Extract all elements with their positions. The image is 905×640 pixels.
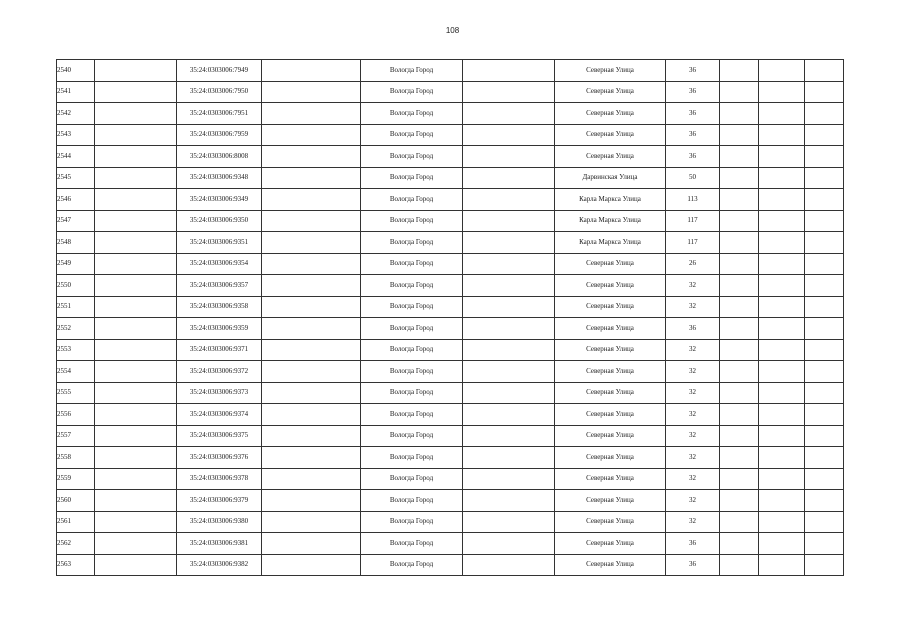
- empty-cell: [759, 404, 805, 426]
- table-row: [57, 167, 844, 189]
- record-number-cell: 2544: [57, 146, 95, 168]
- empty-cell: [262, 232, 361, 254]
- city-cell: Вологда Город: [361, 124, 463, 146]
- empty-cell: [262, 361, 361, 383]
- cadastral-number-cell: 35:24:0303006:9373: [177, 382, 262, 404]
- city-cell: Вологда Город: [361, 253, 463, 275]
- empty-cell: [463, 296, 555, 318]
- street-cell: Северная Улица: [555, 318, 666, 340]
- table-row: [57, 468, 844, 490]
- empty-cell: [720, 146, 759, 168]
- empty-cell: [720, 425, 759, 447]
- cadastral-number-cell: 35:24:0303006:9382: [177, 554, 262, 576]
- empty-cell: [262, 382, 361, 404]
- empty-cell: [95, 103, 177, 125]
- empty-cell: [95, 382, 177, 404]
- table-row: [57, 81, 844, 103]
- cadastral-number-cell: 35:24:0303006:9374: [177, 404, 262, 426]
- house-number-cell: 32: [666, 490, 720, 512]
- empty-cell: [95, 124, 177, 146]
- empty-cell: [805, 253, 844, 275]
- empty-cell: [805, 146, 844, 168]
- city-cell: Вологда Город: [361, 425, 463, 447]
- record-number-cell: 2552: [57, 318, 95, 340]
- empty-cell: [805, 490, 844, 512]
- empty-cell: [805, 275, 844, 297]
- empty-cell: [805, 554, 844, 576]
- city-cell: Вологда Город: [361, 404, 463, 426]
- empty-cell: [95, 490, 177, 512]
- empty-cell: [262, 318, 361, 340]
- empty-cell: [262, 60, 361, 82]
- empty-cell: [463, 146, 555, 168]
- empty-cell: [463, 533, 555, 555]
- empty-cell: [262, 404, 361, 426]
- empty-cell: [262, 253, 361, 275]
- cadastral-number-cell: 35:24:0303006:9379: [177, 490, 262, 512]
- city-cell: Вологда Город: [361, 361, 463, 383]
- empty-cell: [463, 318, 555, 340]
- empty-cell: [720, 447, 759, 469]
- street-cell: Карла Маркса Улица: [555, 232, 666, 254]
- empty-cell: [805, 339, 844, 361]
- empty-cell: [463, 468, 555, 490]
- empty-cell: [759, 275, 805, 297]
- empty-cell: [463, 425, 555, 447]
- empty-cell: [720, 511, 759, 533]
- empty-cell: [805, 167, 844, 189]
- empty-cell: [262, 468, 361, 490]
- table-row: [57, 146, 844, 168]
- empty-cell: [95, 468, 177, 490]
- empty-cell: [759, 447, 805, 469]
- empty-cell: [95, 554, 177, 576]
- table-row: [57, 425, 844, 447]
- city-cell: Вологда Город: [361, 296, 463, 318]
- empty-cell: [720, 361, 759, 383]
- empty-cell: [805, 210, 844, 232]
- empty-cell: [463, 124, 555, 146]
- record-number-cell: 2548: [57, 232, 95, 254]
- cadastral-number-cell: 35:24:0303006:7949: [177, 60, 262, 82]
- empty-cell: [95, 232, 177, 254]
- empty-cell: [805, 103, 844, 125]
- empty-cell: [95, 318, 177, 340]
- empty-cell: [759, 124, 805, 146]
- cadastral-number-cell: 35:24:0303006:9357: [177, 275, 262, 297]
- empty-cell: [463, 189, 555, 211]
- record-number-cell: 2554: [57, 361, 95, 383]
- record-number-cell: 2550: [57, 275, 95, 297]
- street-cell: Северная Улица: [555, 404, 666, 426]
- empty-cell: [262, 447, 361, 469]
- house-number-cell: 32: [666, 361, 720, 383]
- empty-cell: [262, 533, 361, 555]
- record-number-cell: 2545: [57, 167, 95, 189]
- empty-cell: [262, 210, 361, 232]
- empty-cell: [805, 189, 844, 211]
- city-cell: Вологда Город: [361, 60, 463, 82]
- empty-cell: [463, 167, 555, 189]
- empty-cell: [95, 60, 177, 82]
- empty-cell: [463, 404, 555, 426]
- record-number-cell: 2562: [57, 533, 95, 555]
- empty-cell: [759, 253, 805, 275]
- house-number-cell: 32: [666, 468, 720, 490]
- empty-cell: [759, 189, 805, 211]
- empty-cell: [805, 468, 844, 490]
- table-row: [57, 533, 844, 555]
- empty-cell: [720, 103, 759, 125]
- table-row: [57, 124, 844, 146]
- cadastral-number-cell: 35:24:0303006:9351: [177, 232, 262, 254]
- empty-cell: [759, 232, 805, 254]
- street-cell: Северная Улица: [555, 81, 666, 103]
- empty-cell: [759, 533, 805, 555]
- empty-cell: [720, 232, 759, 254]
- table-row: [57, 554, 844, 576]
- table-row: [57, 404, 844, 426]
- cadastral-number-cell: 35:24:0303006:9358: [177, 296, 262, 318]
- cadastral-number-cell: 35:24:0303006:9371: [177, 339, 262, 361]
- city-cell: Вологда Город: [361, 81, 463, 103]
- empty-cell: [720, 404, 759, 426]
- table-row: [57, 339, 844, 361]
- cadastral-number-cell: 35:24:0303006:9375: [177, 425, 262, 447]
- empty-cell: [720, 60, 759, 82]
- empty-cell: [720, 189, 759, 211]
- record-number-cell: 2546: [57, 189, 95, 211]
- empty-cell: [262, 167, 361, 189]
- empty-cell: [463, 361, 555, 383]
- house-number-cell: 32: [666, 425, 720, 447]
- city-cell: Вологда Город: [361, 490, 463, 512]
- house-number-cell: 32: [666, 447, 720, 469]
- table-row: [57, 361, 844, 383]
- empty-cell: [262, 339, 361, 361]
- empty-cell: [805, 296, 844, 318]
- cadastral-number-cell: 35:24:0303006:9381: [177, 533, 262, 555]
- empty-cell: [720, 253, 759, 275]
- empty-cell: [463, 232, 555, 254]
- empty-cell: [759, 339, 805, 361]
- street-cell: Северная Улица: [555, 554, 666, 576]
- empty-cell: [759, 382, 805, 404]
- city-cell: Вологда Город: [361, 554, 463, 576]
- house-number-cell: 36: [666, 146, 720, 168]
- record-number-cell: 2555: [57, 382, 95, 404]
- empty-cell: [720, 81, 759, 103]
- empty-cell: [95, 296, 177, 318]
- house-number-cell: 50: [666, 167, 720, 189]
- cadastral-number-cell: 35:24:0303006:7950: [177, 81, 262, 103]
- house-number-cell: 32: [666, 296, 720, 318]
- empty-cell: [759, 60, 805, 82]
- empty-cell: [262, 296, 361, 318]
- empty-cell: [463, 81, 555, 103]
- cadastral-number-cell: 35:24:0303006:7959: [177, 124, 262, 146]
- cadastral-number-cell: 35:24:0303006:7951: [177, 103, 262, 125]
- empty-cell: [95, 210, 177, 232]
- table-row: [57, 296, 844, 318]
- house-number-cell: 36: [666, 318, 720, 340]
- city-cell: Вологда Город: [361, 275, 463, 297]
- empty-cell: [463, 447, 555, 469]
- record-number-cell: 2556: [57, 404, 95, 426]
- street-cell: Северная Улица: [555, 425, 666, 447]
- city-cell: Вологда Город: [361, 382, 463, 404]
- empty-cell: [759, 296, 805, 318]
- empty-cell: [262, 425, 361, 447]
- city-cell: Вологда Город: [361, 339, 463, 361]
- record-number-cell: 2563: [57, 554, 95, 576]
- city-cell: Вологда Город: [361, 210, 463, 232]
- empty-cell: [720, 468, 759, 490]
- empty-cell: [805, 361, 844, 383]
- empty-cell: [720, 533, 759, 555]
- empty-cell: [262, 124, 361, 146]
- table-row: [57, 511, 844, 533]
- empty-cell: [463, 490, 555, 512]
- city-cell: Вологда Город: [361, 189, 463, 211]
- record-number-cell: 2540: [57, 60, 95, 82]
- table-row: [57, 103, 844, 125]
- street-cell: Карла Маркса Улица: [555, 210, 666, 232]
- house-number-cell: 32: [666, 404, 720, 426]
- table-row: [57, 382, 844, 404]
- empty-cell: [95, 189, 177, 211]
- city-cell: Вологда Город: [361, 533, 463, 555]
- record-number-cell: 2542: [57, 103, 95, 125]
- city-cell: Вологда Город: [361, 511, 463, 533]
- empty-cell: [720, 124, 759, 146]
- house-number-cell: 32: [666, 511, 720, 533]
- registry-table-body: [57, 60, 844, 576]
- empty-cell: [463, 511, 555, 533]
- cadastral-number-cell: 35:24:0303006:9349: [177, 189, 262, 211]
- street-cell: Северная Улица: [555, 382, 666, 404]
- street-cell: Северная Улица: [555, 511, 666, 533]
- table-row: [57, 318, 844, 340]
- empty-cell: [720, 339, 759, 361]
- empty-cell: [95, 253, 177, 275]
- cadastral-number-cell: 35:24:0303006:9380: [177, 511, 262, 533]
- record-number-cell: 2547: [57, 210, 95, 232]
- empty-cell: [805, 425, 844, 447]
- street-cell: Карла Маркса Улица: [555, 189, 666, 211]
- empty-cell: [759, 361, 805, 383]
- street-cell: Северная Улица: [555, 60, 666, 82]
- empty-cell: [720, 275, 759, 297]
- record-number-cell: 2558: [57, 447, 95, 469]
- empty-cell: [759, 318, 805, 340]
- house-number-cell: 36: [666, 124, 720, 146]
- house-number-cell: 36: [666, 60, 720, 82]
- empty-cell: [262, 146, 361, 168]
- empty-cell: [805, 124, 844, 146]
- empty-cell: [262, 189, 361, 211]
- street-cell: Северная Улица: [555, 490, 666, 512]
- city-cell: Вологда Город: [361, 318, 463, 340]
- empty-cell: [95, 275, 177, 297]
- empty-cell: [805, 81, 844, 103]
- table-row: [57, 232, 844, 254]
- empty-cell: [463, 103, 555, 125]
- empty-cell: [95, 146, 177, 168]
- empty-cell: [759, 81, 805, 103]
- empty-cell: [720, 490, 759, 512]
- empty-cell: [463, 275, 555, 297]
- empty-cell: [262, 275, 361, 297]
- street-cell: Северная Улица: [555, 533, 666, 555]
- table-row: [57, 189, 844, 211]
- street-cell: Северная Улица: [555, 146, 666, 168]
- empty-cell: [759, 103, 805, 125]
- record-number-cell: 2553: [57, 339, 95, 361]
- empty-cell: [805, 382, 844, 404]
- empty-cell: [759, 167, 805, 189]
- page-number: 108: [445, 26, 460, 35]
- registry-table: [56, 59, 844, 576]
- empty-cell: [759, 210, 805, 232]
- empty-cell: [463, 60, 555, 82]
- empty-cell: [463, 339, 555, 361]
- house-number-cell: 36: [666, 554, 720, 576]
- empty-cell: [262, 490, 361, 512]
- empty-cell: [95, 81, 177, 103]
- house-number-cell: 32: [666, 339, 720, 361]
- empty-cell: [262, 81, 361, 103]
- house-number-cell: 36: [666, 533, 720, 555]
- cadastral-number-cell: 35:24:0303006:9376: [177, 447, 262, 469]
- empty-cell: [759, 146, 805, 168]
- empty-cell: [805, 318, 844, 340]
- house-number-cell: 32: [666, 275, 720, 297]
- empty-cell: [95, 511, 177, 533]
- street-cell: Дарвинская Улица: [555, 167, 666, 189]
- record-number-cell: 2551: [57, 296, 95, 318]
- record-number-cell: 2549: [57, 253, 95, 275]
- street-cell: Северная Улица: [555, 447, 666, 469]
- street-cell: Северная Улица: [555, 124, 666, 146]
- table-row: [57, 447, 844, 469]
- table-row: [57, 275, 844, 297]
- street-cell: Северная Улица: [555, 253, 666, 275]
- street-cell: Северная Улица: [555, 468, 666, 490]
- cadastral-number-cell: 35:24:0303006:9354: [177, 253, 262, 275]
- house-number-cell: 32: [666, 382, 720, 404]
- empty-cell: [759, 490, 805, 512]
- house-number-cell: 36: [666, 103, 720, 125]
- empty-cell: [805, 447, 844, 469]
- record-number-cell: 2561: [57, 511, 95, 533]
- empty-cell: [720, 382, 759, 404]
- cadastral-number-cell: 35:24:0303006:9359: [177, 318, 262, 340]
- city-cell: Вологда Город: [361, 232, 463, 254]
- empty-cell: [720, 210, 759, 232]
- empty-cell: [720, 167, 759, 189]
- city-cell: Вологда Город: [361, 167, 463, 189]
- empty-cell: [463, 554, 555, 576]
- empty-cell: [262, 103, 361, 125]
- empty-cell: [95, 425, 177, 447]
- empty-cell: [759, 554, 805, 576]
- empty-cell: [95, 361, 177, 383]
- record-number-cell: 2543: [57, 124, 95, 146]
- empty-cell: [95, 404, 177, 426]
- empty-cell: [720, 554, 759, 576]
- empty-cell: [805, 404, 844, 426]
- empty-cell: [463, 210, 555, 232]
- city-cell: Вологда Город: [361, 103, 463, 125]
- empty-cell: [95, 447, 177, 469]
- table-row: [57, 490, 844, 512]
- empty-cell: [759, 511, 805, 533]
- cadastral-number-cell: 35:24:0303006:9378: [177, 468, 262, 490]
- empty-cell: [95, 339, 177, 361]
- empty-cell: [463, 253, 555, 275]
- house-number-cell: 113: [666, 189, 720, 211]
- city-cell: Вологда Город: [361, 468, 463, 490]
- table-row: [57, 253, 844, 275]
- empty-cell: [720, 318, 759, 340]
- empty-cell: [759, 468, 805, 490]
- house-number-cell: 36: [666, 81, 720, 103]
- city-cell: Вологда Город: [361, 146, 463, 168]
- house-number-cell: 117: [666, 210, 720, 232]
- cadastral-number-cell: 35:24:0303006:9372: [177, 361, 262, 383]
- cadastral-number-cell: 35:24:0303006:8008: [177, 146, 262, 168]
- city-cell: Вологда Город: [361, 447, 463, 469]
- record-number-cell: 2560: [57, 490, 95, 512]
- empty-cell: [805, 511, 844, 533]
- empty-cell: [262, 511, 361, 533]
- street-cell: Северная Улица: [555, 296, 666, 318]
- record-number-cell: 2559: [57, 468, 95, 490]
- street-cell: Северная Улица: [555, 275, 666, 297]
- street-cell: Северная Улица: [555, 339, 666, 361]
- empty-cell: [95, 167, 177, 189]
- empty-cell: [759, 425, 805, 447]
- empty-cell: [805, 232, 844, 254]
- table-row: [57, 210, 844, 232]
- cadastral-number-cell: 35:24:0303006:9348: [177, 167, 262, 189]
- empty-cell: [463, 382, 555, 404]
- empty-cell: [720, 296, 759, 318]
- empty-cell: [805, 60, 844, 82]
- empty-cell: [262, 554, 361, 576]
- house-number-cell: 26: [666, 253, 720, 275]
- street-cell: Северная Улица: [555, 103, 666, 125]
- empty-cell: [95, 533, 177, 555]
- table-row: [57, 60, 844, 82]
- record-number-cell: 2541: [57, 81, 95, 103]
- street-cell: Северная Улица: [555, 361, 666, 383]
- cadastral-number-cell: 35:24:0303006:9350: [177, 210, 262, 232]
- house-number-cell: 117: [666, 232, 720, 254]
- record-number-cell: 2557: [57, 425, 95, 447]
- empty-cell: [805, 533, 844, 555]
